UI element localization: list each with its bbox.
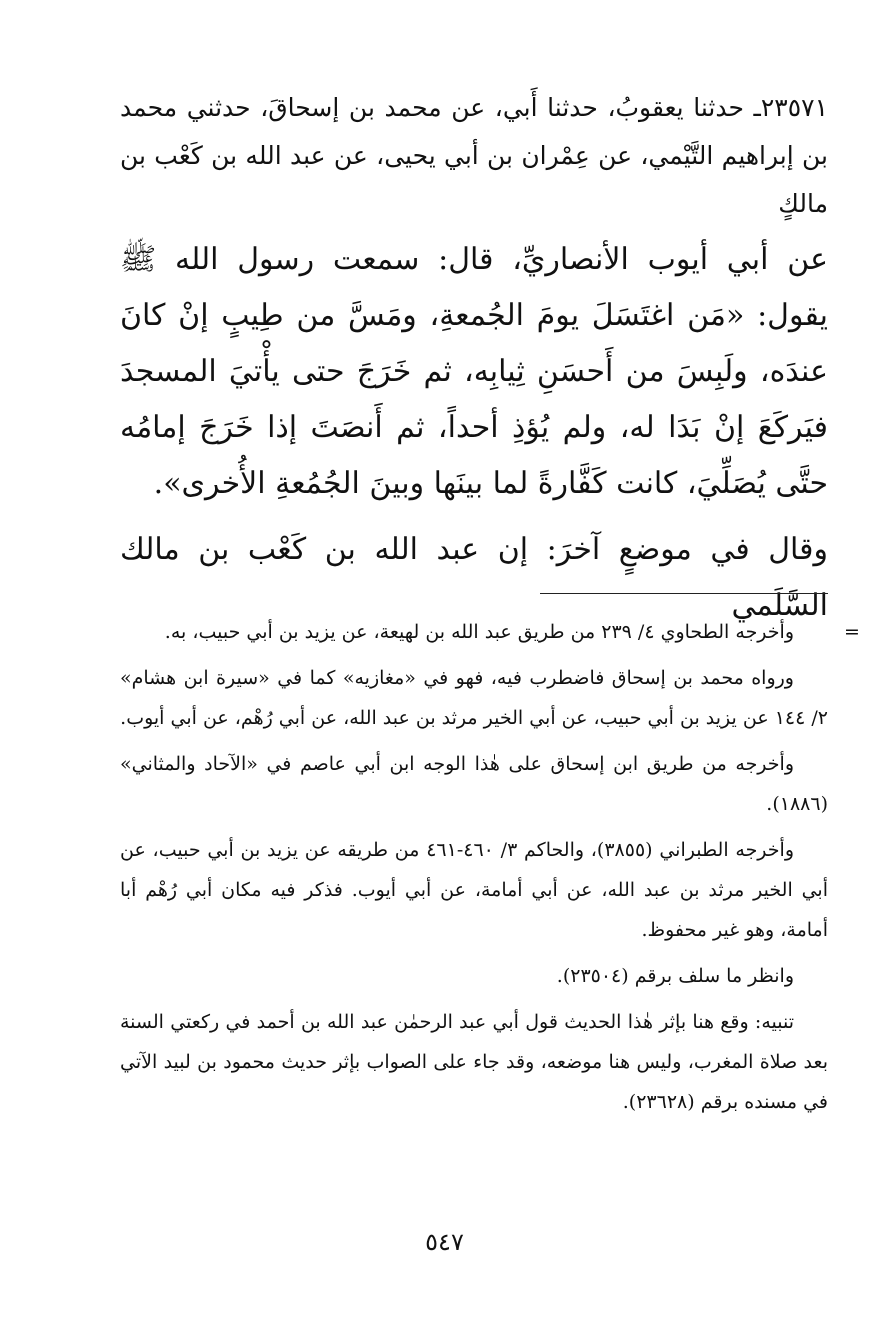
matn-intro	[120, 232, 828, 512]
footnote-text: وأخرجه الطحاوي ٤/ ٢٣٩ من طريق عبد الله بن لهيعة، عن يزيد بن أبي حبيب، به.	[164, 621, 794, 643]
footnote-paragraph: وانظر ما سلف برقم (٢٣٥٠٤).	[556, 965, 794, 987]
hadith-isnad	[120, 84, 828, 228]
footnote-paragraph	[120, 612, 860, 652]
matn-text: «مَن اغتَسَلَ يومَ الجُمعةِ، ومَسَّ من طِيبٍ إنْ كانَ عندَه، ولَبِسَ من أَحسَنِ ثِيابِه، ثم خَرَجَ حتى يأْتيَ المسجدَ فيَركَعَ إنْ بَدَا له، ولم يُؤذِ أحداً، ثم أَنصَتَ إذا خَرَجَ إمامُه حتَّى يُصَلِّيَ، كانت كَفَّارةً لما بينَها وبينَ الجُمُعةِ الأُخرى».	[120, 298, 828, 501]
continuation-mark: =	[844, 621, 860, 643]
footnote-paragraph: وأخرجه الطبراني (٣٨٥٥)، والحاكم ٣/ ٤٦٠-٤٦١ من طريقه عن يزيد بن أبي حبيب، عن أبي الخير مرثد بن عبد الله، عن أبي أمامة، عن أبي أيوب. فذكر فيه مكان أبي رُهْم أبا أمامة، وهو غير محفوظ.	[120, 839, 828, 941]
page-number: ٥٤٧	[425, 1228, 464, 1256]
hadith-matn	[120, 232, 828, 634]
footnotes	[120, 612, 860, 1128]
isnad-text: ٢٣٥٧١ـ حدثنا يعقوبُ، حدثنا أَبي، عن محمد بن إسحاقَ، حدثني محمد بن إبراهيم التَّيْمي، عن عِمْران بن أبي يحيى، عن عبد الله بن كَعْب بن مالكٍ	[120, 93, 828, 218]
matn-intro-text: عن أبي أيوب الأنصاريِّ، قال: سمعت رسول الله ﷺ يقول:	[120, 242, 828, 333]
matn-other-location: وقال في موضعٍ آخرَ: إن عبد الله بن كَعْب بن مالك السَّلَمي	[120, 532, 828, 623]
footnote-paragraph: ورواه محمد بن إسحاق فاضطرب فيه، فهو في «مغازيه» كما في «سيرة ابن هشام» ٢/ ١٤٤ عن يزيد بن أبي حبيب، عن أبي الخير مرثد بن عبد الله، عن أبي رُهْم، عن أبي أيوب.	[120, 667, 828, 729]
footnote-paragraph: تنبيه: وقع هنا بإثر هٰذا الحديث قول أبي عبد الرحمٰن عبد الله بن أحمد في ركعتي السنة بعد صلاة المغرب، وليس هنا موضعه، وقد جاء على الصواب بإثر حديث محمود بن لبيد الآتي في مسنده برقم (٢٣٦٢٨).	[120, 1011, 828, 1113]
footnote-paragraph: وأخرجه من طريق ابن إسحاق على هٰذا الوجه ابن أبي عاصم في «الآحاد والمثاني» (١٨٨٦).	[120, 753, 828, 815]
footnote-separator	[540, 593, 828, 594]
